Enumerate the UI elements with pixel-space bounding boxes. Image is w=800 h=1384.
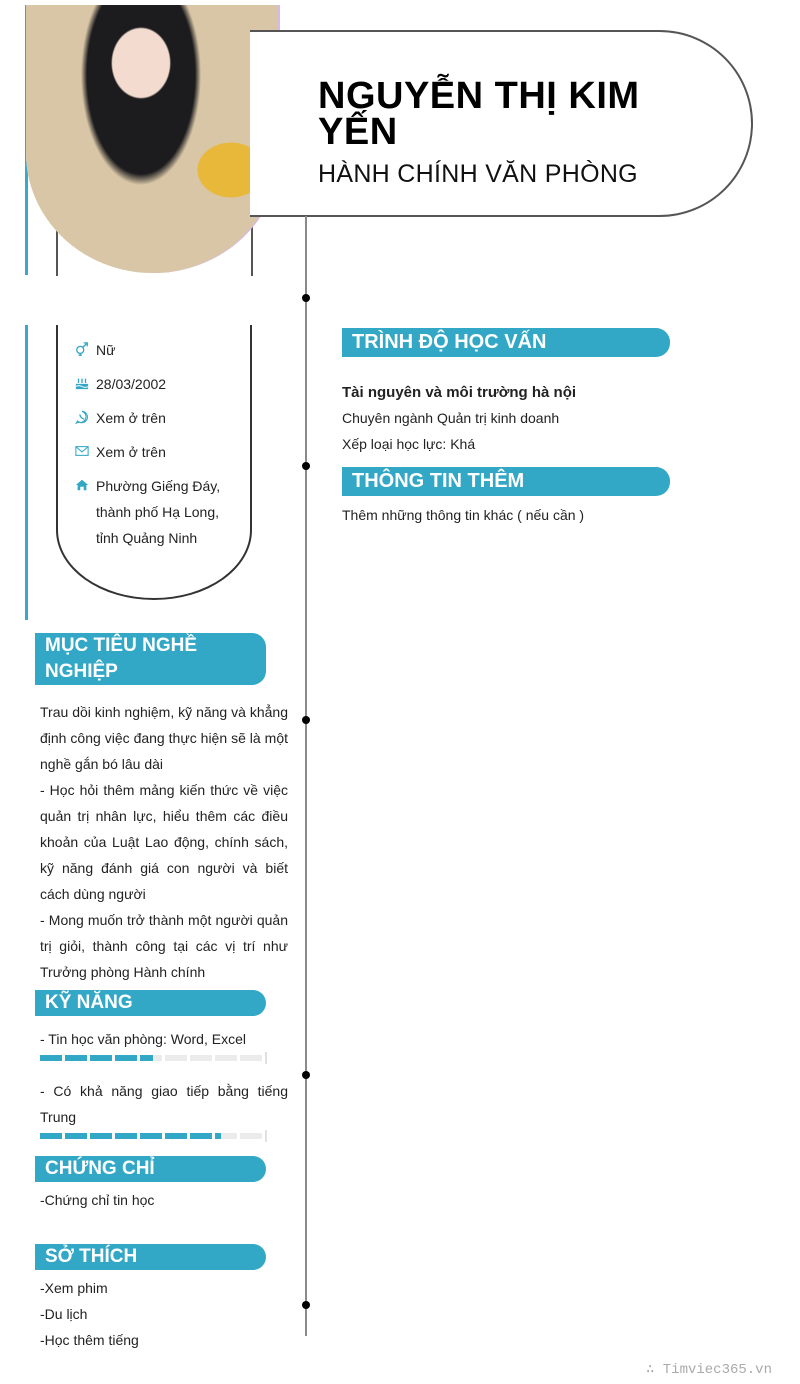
hobby-item: -Du lịch bbox=[40, 1306, 88, 1322]
gender-icon bbox=[75, 337, 96, 363]
contact-text: 28/03/2002 bbox=[96, 376, 167, 392]
timeline-dot bbox=[302, 294, 310, 302]
objective-paragraph: Trau dồi kinh nghiệm, kỹ năng và khẳng định công việc đang thực hiện sẽ là một nghề gắn bó lâu dài bbox=[40, 704, 288, 772]
objective-paragraph: - Học hỏi thêm mảng kiến thức về việc quản trị nhân lực, hiểu thêm các điều khoản của Luật Lao động, chính sách, kỹ năng đánh giá con người và biết cách dùng người bbox=[40, 782, 288, 902]
hobby-item: -Học thêm tiếng bbox=[40, 1332, 139, 1348]
phone-icon bbox=[75, 405, 96, 431]
hobby-item: -Xem phim bbox=[40, 1280, 108, 1296]
section-header-certificates: CHỨNG CHỈ bbox=[35, 1156, 266, 1182]
additional-text: Thêm những thông tin khác ( nếu cần ) bbox=[342, 507, 585, 523]
contact-gender bbox=[75, 337, 225, 363]
education-grade: Xếp loại học lực: Khá bbox=[342, 436, 476, 452]
contact-phone bbox=[75, 405, 225, 431]
contact-text: Nữ bbox=[96, 342, 116, 358]
avatar-photo bbox=[26, 5, 280, 273]
timeline-line bbox=[305, 216, 307, 1336]
education-major: Chuyên ngành Quản trị kinh doanh bbox=[342, 410, 560, 426]
objective-text bbox=[40, 699, 288, 985]
hobbies-list bbox=[40, 1275, 288, 1353]
contact-list bbox=[75, 337, 225, 559]
objective-paragraph: - Mong muốn trở thành một người quản trị giỏi, thành công tại các vị trí như Trưởng phòng Hành chính bbox=[40, 912, 288, 980]
decorative-line bbox=[56, 230, 58, 276]
email-icon bbox=[75, 439, 96, 465]
watermark: ∴ Timviec365.vn bbox=[645, 1362, 772, 1378]
section-header-skills: KỸ NĂNG bbox=[35, 990, 266, 1016]
contact-address bbox=[75, 473, 225, 551]
section-header-additional: THÔNG TIN THÊM bbox=[342, 467, 670, 496]
education-school: Tài nguyên và môi trường hà nội bbox=[342, 384, 577, 401]
birthday-cake-icon bbox=[75, 371, 96, 397]
contact-text: Xem ở trên bbox=[96, 444, 166, 460]
decorative-line bbox=[251, 225, 253, 276]
skill-name: - Có khả năng giao tiếp bằng tiếng Trung bbox=[40, 1083, 288, 1125]
timeline-dot bbox=[302, 1301, 310, 1309]
full-name: NGUYỄN THỊ KIM YẾN bbox=[318, 75, 640, 153]
section-header-hobbies: SỞ THÍCH bbox=[35, 1244, 266, 1270]
certificate-item: -Chứng chỉ tin học bbox=[40, 1192, 155, 1208]
skill-level-bar bbox=[40, 1055, 267, 1063]
contact-accent-bar bbox=[25, 325, 28, 620]
contact-email bbox=[75, 439, 225, 465]
timeline-dot bbox=[302, 716, 310, 724]
section-header-education: TRÌNH ĐỘ HỌC VẤN bbox=[342, 328, 670, 357]
contact-text: Phường Giếng Đáy, thành phố Hạ Long, tỉnh Quảng Ninh bbox=[96, 478, 221, 546]
timeline-dot bbox=[302, 1071, 310, 1079]
section-header-objective: MỤC TIÊU NGHỀ NGHIỆP bbox=[35, 633, 266, 685]
timeline-dot bbox=[302, 462, 310, 470]
job-title: HÀNH CHÍNH VĂN PHÒNG bbox=[318, 160, 638, 188]
home-icon bbox=[75, 473, 96, 499]
contact-text: Xem ở trên bbox=[96, 410, 166, 426]
name-block bbox=[318, 75, 678, 189]
skill-name: - Tin học văn phòng: Word, Excel bbox=[40, 1031, 246, 1047]
contact-birthday bbox=[75, 371, 225, 397]
skill-level-bar bbox=[40, 1133, 267, 1141]
